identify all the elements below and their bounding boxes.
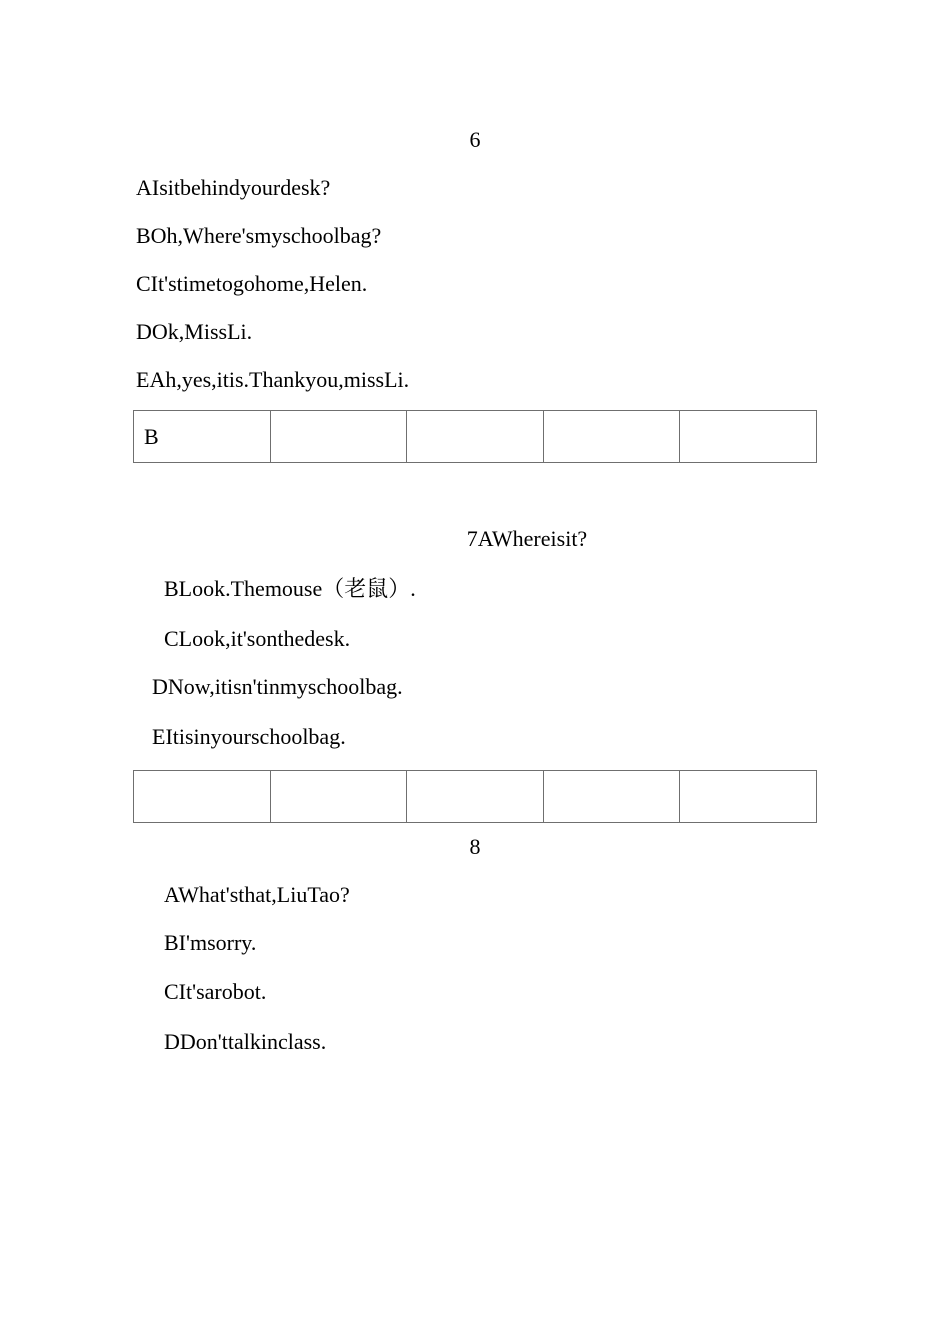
answer-cell[interactable] — [543, 411, 680, 463]
dialogue-line-8a: AWhat'sthat,LiuTao? — [164, 882, 350, 907]
section-7-heading: 7AWhereisit? — [466, 526, 588, 551]
dialogue-line-6a: AIsitbehindyourdesk? — [136, 175, 331, 200]
answer-cell[interactable] — [543, 771, 680, 823]
dialogue-line-8d: DDon'ttalkinclass. — [164, 1029, 327, 1054]
dialogue-line-8c: CIt'sarobot. — [164, 979, 267, 1004]
answer-table-row — [134, 411, 817, 463]
answer-cell[interactable]: B — [134, 411, 271, 463]
dialogue-line-6c: CIt'stimetogohome,Helen. — [136, 271, 368, 296]
dialogue-line-7b: BLook.Themouse（老鼠）. — [164, 576, 416, 601]
section-8-heading: 8 — [469, 834, 481, 859]
dialogue-line-6e: EAh,yes,itis.Thankyou,missLi. — [136, 367, 410, 392]
section-6-heading: 6 — [469, 127, 481, 152]
answer-cell[interactable] — [134, 771, 271, 823]
answer-cell[interactable] — [680, 771, 817, 823]
answer-cell[interactable] — [407, 411, 544, 463]
dialogue-line-7d: DNow,itisn'tinmyschoolbag. — [152, 674, 403, 699]
dialogue-line-7c: CLook,it'sonthedesk. — [164, 626, 351, 651]
answer-cell[interactable] — [270, 411, 407, 463]
dialogue-line-6d: DOk,MissLi. — [136, 319, 253, 344]
answer-cell[interactable] — [407, 771, 544, 823]
answer-table-row — [134, 771, 817, 823]
dialogue-line-7e: EItisinyourschoolbag. — [152, 724, 346, 749]
answer-cell[interactable] — [680, 411, 817, 463]
dialogue-line-8b: BI'msorry. — [164, 930, 257, 955]
dialogue-line-6b: BOh,Where'smyschoolbag? — [136, 223, 382, 248]
answer-table-7 — [133, 770, 817, 823]
answer-cell[interactable] — [270, 771, 407, 823]
answer-table-6 — [133, 410, 817, 463]
